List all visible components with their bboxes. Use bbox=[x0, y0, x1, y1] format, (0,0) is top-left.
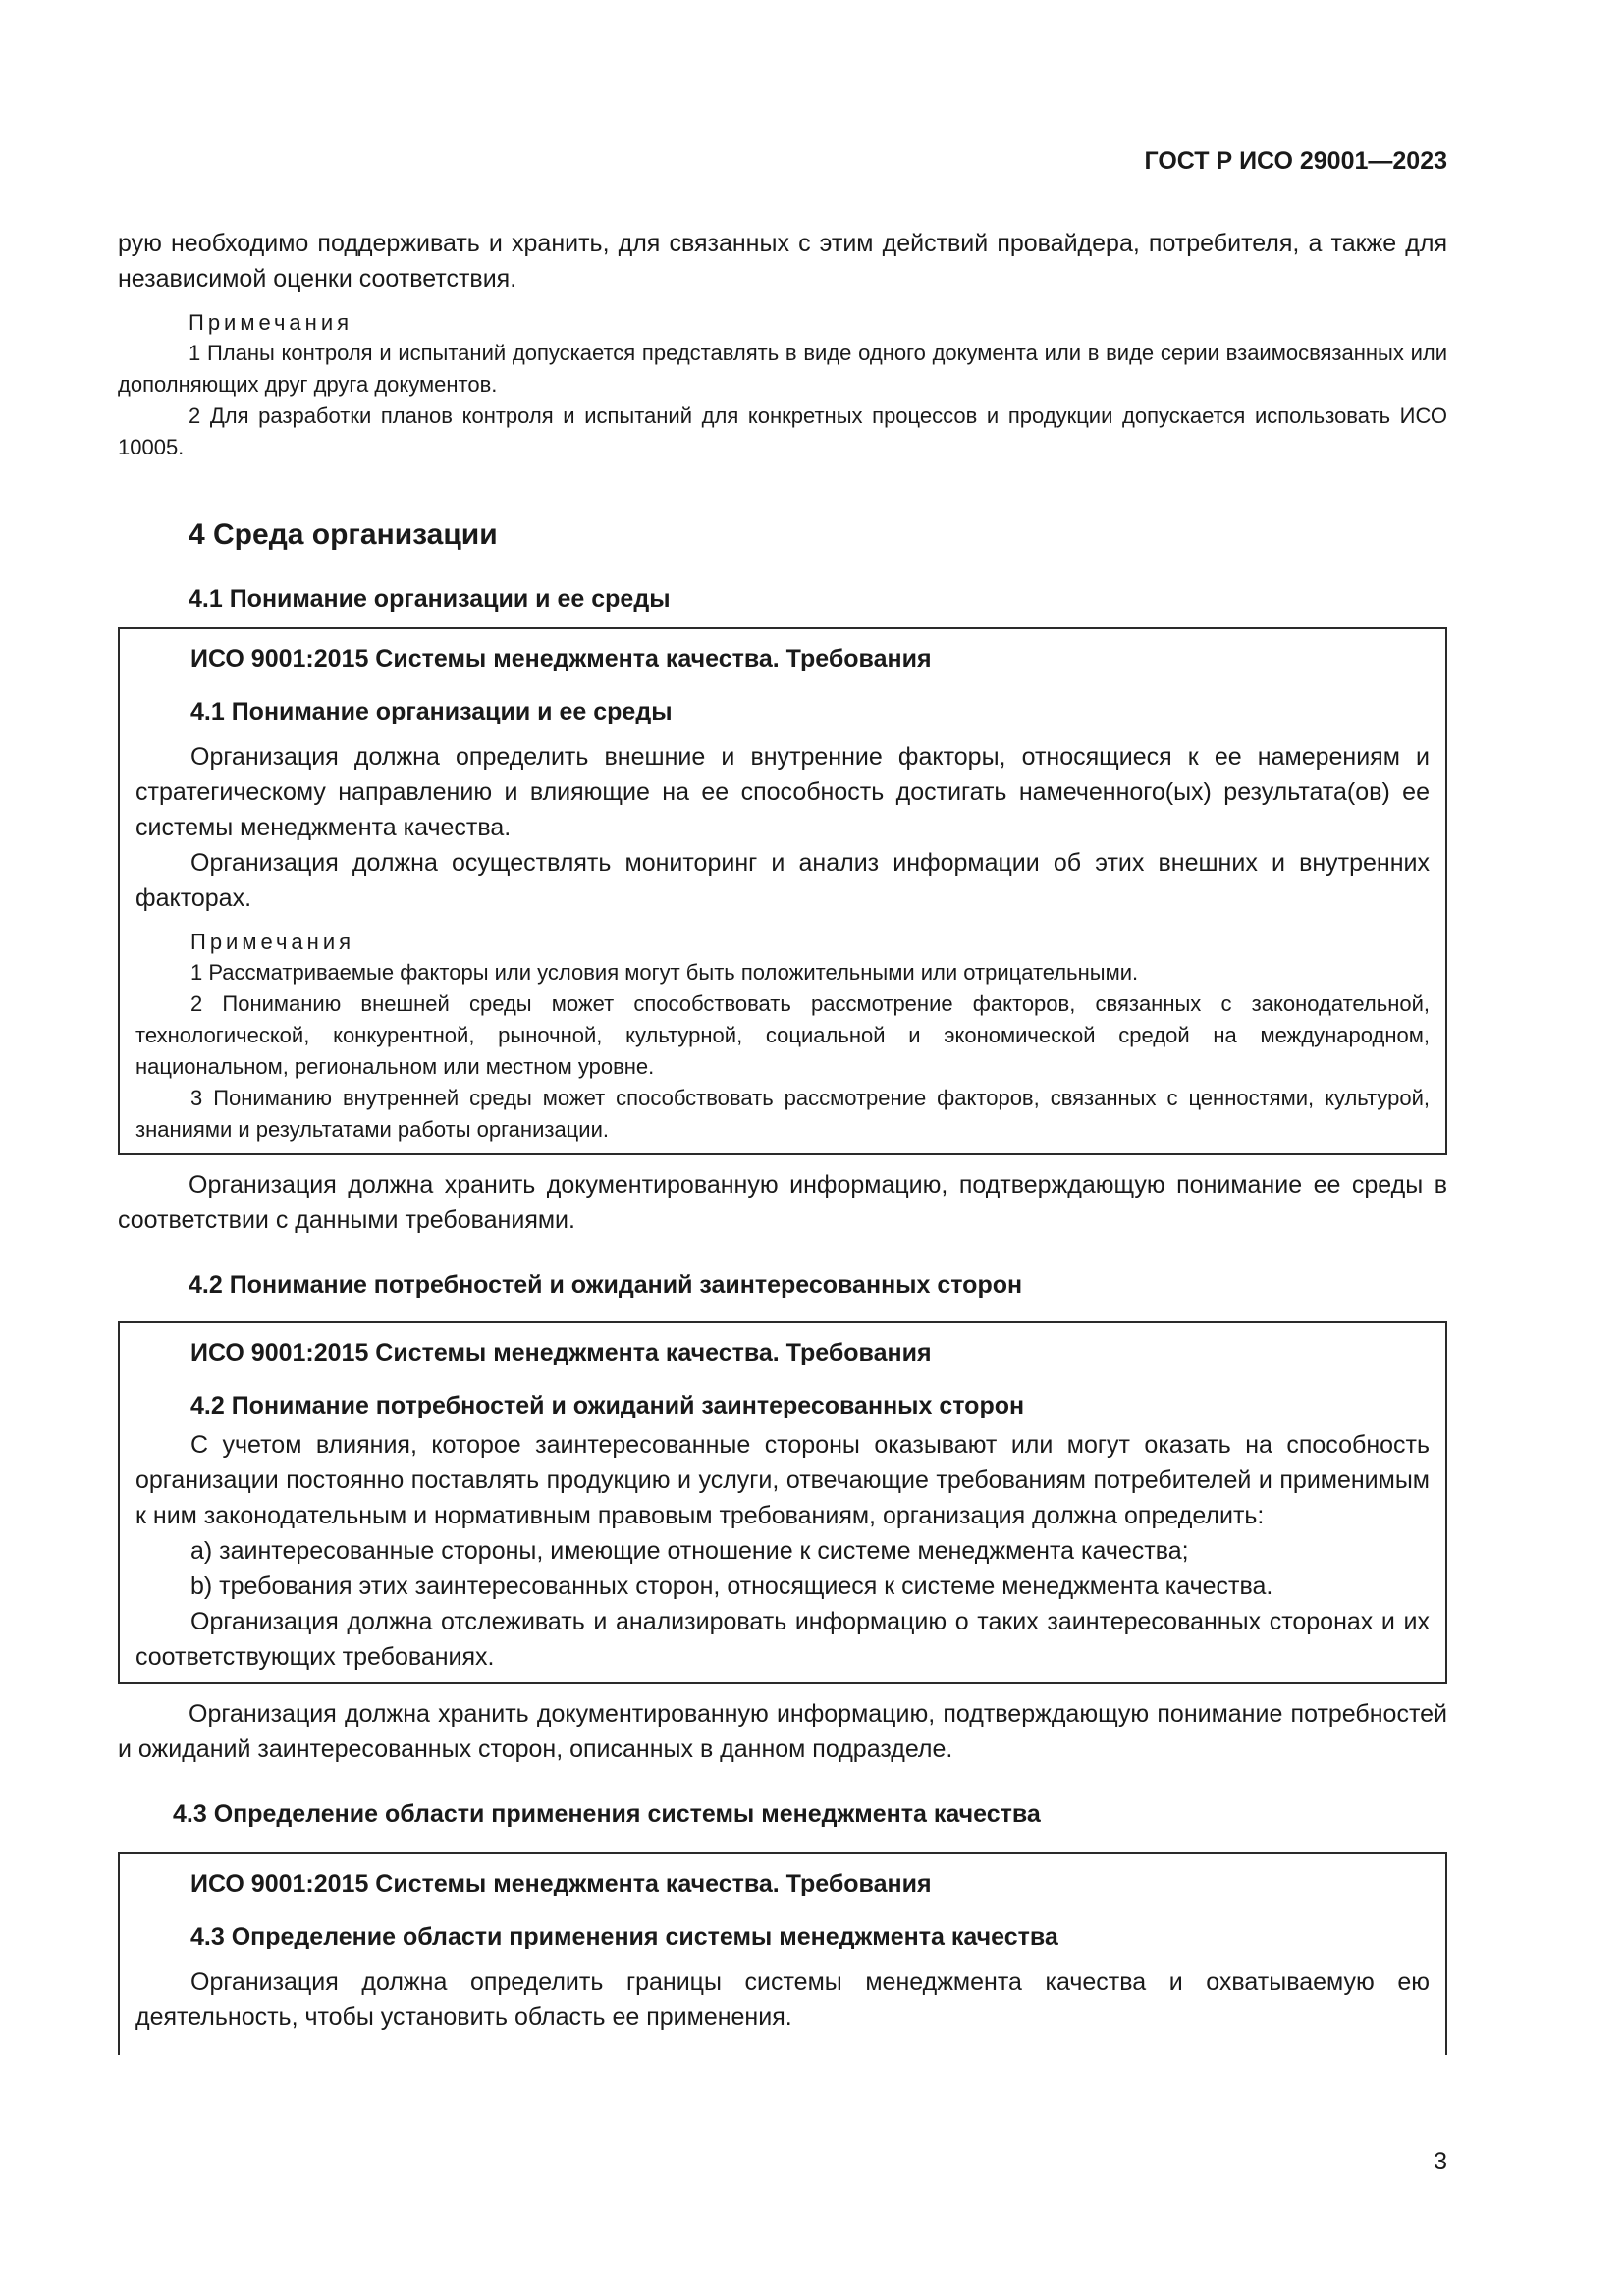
notes-title: Примечания bbox=[189, 310, 353, 335]
note-item: 1 Планы контроля и испытаний допускается представлять в виде одного документа или в виде серии взаимосвязанных или дополняющих друг друга документов. bbox=[118, 341, 1447, 397]
subsection-4-1-title: 4.1 Понимание организации и ее среды bbox=[189, 585, 671, 613]
after-paragraph-4-2: Организация должна хранить документированную информацию, подтверждающую понимание потребностей и ожиданий заинтересованных сторон, описанных в данном подразделе. bbox=[118, 1700, 1447, 1763]
section-4-title: 4 Среда организации bbox=[189, 518, 498, 551]
subsection-4-3-title: 4.3 Определение области применения системы менеджмента качества bbox=[173, 1800, 1041, 1828]
intro-paragraph: рую необходимо поддерживать и хранить, для связанных с этим действий провайдера, потребителя, а также для независимой оценки соответствия. bbox=[118, 230, 1447, 293]
box-note-item: 2 Пониманию внешней среды может способствовать рассмотрение факторов, связанных с законодательной, технологической, конкурентной, рыночной, культурной, социальной и экономической средой на международном, национальном, региональном или местном уровне. bbox=[135, 991, 1430, 1079]
intro-notes bbox=[118, 310, 1447, 463]
page-number: 3 bbox=[1434, 2148, 1447, 2175]
after-paragraph-4-1: Организация должна хранить документированную информацию, подтверждающую понимание ее среды в соответствии с данными требованиями. bbox=[118, 1171, 1447, 1234]
page-content bbox=[118, 226, 1447, 2055]
box-paragraph: Организация должна отслеживать и анализировать информацию о таких заинтересованных сторонах и их соответствующих требованиях. bbox=[135, 1608, 1430, 1671]
box-paragraph: Организация должна осуществлять мониторинг и анализ информации об этих внешних и внутренних факторах. bbox=[135, 849, 1430, 912]
box-paragraph: Организация должна определить внешние и внутренние факторы, относящиеся к ее намерениям и стратегическому направлению и влияющие на ее способность достигать намеченного(ых) результата(ов) ее системы менеджмента качества. bbox=[135, 743, 1430, 841]
box-title: ИСО 9001:2015 Системы менеджмента качества. Требования bbox=[190, 645, 932, 672]
box-title: ИСО 9001:2015 Системы менеджмента качества. Требования bbox=[190, 1339, 932, 1366]
box-title: ИСО 9001:2015 Системы менеджмента качества. Требования bbox=[190, 1870, 932, 1897]
box-subtitle: 4.2 Понимание потребностей и ожиданий заинтересованных сторон bbox=[190, 1392, 1025, 1419]
box-note-item: 3 Пониманию внутренней среды может способствовать рассмотрение факторов, связанных с ценностями, культурой, знаниями и результатами работы организации. bbox=[135, 1086, 1430, 1142]
box-notes-title: Примечания bbox=[190, 930, 355, 954]
iso-quote-box-4-1 bbox=[118, 627, 1447, 1155]
note-item: 2 Для разработки планов контроля и испытаний для конкретных процессов и продукции допускается использовать ИСО 10005. bbox=[118, 403, 1447, 459]
box-note-item: 1 Рассматриваемые факторы или условия могут быть положительными или отрицательными. bbox=[190, 960, 1139, 985]
box-list-item: a) заинтересованные стороны, имеющие отношение к системе менеджмента качества; bbox=[190, 1537, 1189, 1565]
iso-quote-box-4-3 bbox=[118, 1852, 1447, 2055]
document-header: ГОСТ Р ИСО 29001—2023 bbox=[1144, 147, 1447, 175]
box-paragraph: С учетом влияния, которое заинтересованные стороны оказывают или могут оказать на способность организации постоянно поставлять продукцию и услуги, отвечающие требованиям потребителей и применимым к ним законодательным и нормативным правовым требованиям, организация должна определить: bbox=[135, 1431, 1430, 1529]
iso-quote-box-4-2 bbox=[118, 1321, 1447, 1684]
box-list-item: b) требования этих заинтересованных сторон, относящиеся к системе менеджмента качества. bbox=[190, 1573, 1273, 1600]
box-paragraph: Организация должна определить границы системы менеджмента качества и охватываемую ею деятельность, чтобы установить область ее применения. bbox=[135, 1968, 1430, 2031]
box-subtitle: 4.1 Понимание организации и ее среды bbox=[190, 698, 673, 725]
subsection-4-2-title: 4.2 Понимание потребностей и ожиданий заинтересованных сторон bbox=[189, 1271, 1023, 1299]
box-subtitle: 4.3 Определение области применения системы менеджмента качества bbox=[190, 1923, 1058, 1950]
